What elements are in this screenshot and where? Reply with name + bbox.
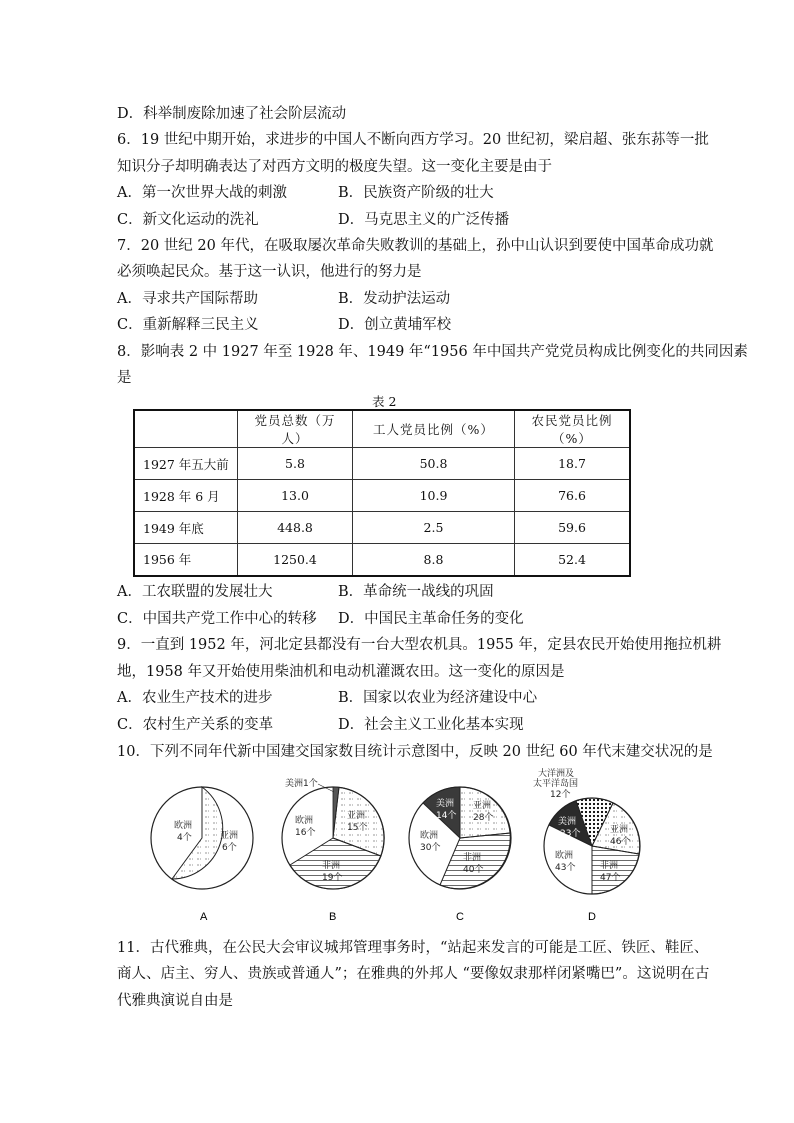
table-cell: 76.6 xyxy=(515,480,631,512)
pie-charts-figure xyxy=(140,769,660,928)
table-cell: 18.7 xyxy=(515,448,631,480)
q8-option-a: A．工农联盟的发展壮大 xyxy=(117,584,273,600)
q10-stem: 10．下列不同年代新中国建交国家数目统计示意图中，反映 20 世纪 60 年代末建交状况的是 xyxy=(117,744,713,760)
pie-b-asia-label: 亚洲 xyxy=(347,811,366,821)
table-cell: 2.5 xyxy=(353,512,515,544)
q9-option-b: B．国家以农业为经济建设中心 xyxy=(338,690,538,706)
q7-stem-line2: 必须唤起民众。基于这一认识，他进行的努力是 xyxy=(117,264,422,280)
q9-option-d: D．社会主义工业化基本实现 xyxy=(338,717,524,733)
q11-stem-line3: 代雅典演说自由是 xyxy=(117,993,233,1009)
pie-d-africa-label: 非洲 xyxy=(600,861,619,871)
q8-option-c: C．中国共产党工作中心的转移 xyxy=(117,611,317,627)
pie-b-america-label: 美洲1个 xyxy=(285,779,318,789)
table-row xyxy=(134,480,630,512)
pie-d-oceania-label1: 大洋洲及 xyxy=(538,769,575,779)
pie-d-oceania-count: 12个 xyxy=(550,790,571,800)
q7-option-a: A．寻求共产国际帮助 xyxy=(117,291,258,307)
table-cell: 52.4 xyxy=(515,544,631,576)
table2 xyxy=(133,409,631,577)
pie-d xyxy=(533,767,640,923)
q7-stem-line1: 7．20 世纪 20 年代，在吸取屡次革命失败教训的基础上，孙中山认识到要使中国革命成功就 xyxy=(117,238,714,254)
pie-d-america-count: 23个 xyxy=(560,829,581,839)
q6-stem-line2: 知识分子却明确表达了对西方文明的极度失望。这一变化主要是由于 xyxy=(117,159,552,175)
table-cell: 50.8 xyxy=(353,448,515,480)
table-cell: 8.8 xyxy=(353,544,515,576)
pie-b-europe-label: 欧洲 xyxy=(295,816,314,826)
table-header-row xyxy=(134,410,630,448)
q9-stem-line2: 地，1958 年又开始使用柴油机和电动机灌溉农田。这一变化的原因是 xyxy=(117,664,565,680)
table-cell: 1928 年 6 月 xyxy=(134,480,238,512)
table-header-cell: 工人党员比例（%） xyxy=(353,410,515,448)
table-header-cell: 农民党员比例（%） xyxy=(515,410,631,448)
pie-c-asia-label: 亚洲 xyxy=(473,801,492,811)
table-row xyxy=(134,448,630,480)
q8-option-d: D．中国民主革命任务的变化 xyxy=(338,611,524,627)
q8-stem-line2: 是 xyxy=(117,370,132,386)
table-row xyxy=(134,512,630,544)
pie-c-africa-label: 非洲 xyxy=(463,853,482,863)
table-cell: 13.0 xyxy=(238,480,353,512)
pie-d-america-label: 美洲 xyxy=(558,817,577,827)
pie-c-letter: C xyxy=(456,911,464,923)
q7-option-b: B．发动护法运动 xyxy=(338,291,451,307)
table-cell: 1956 年 xyxy=(134,544,238,576)
table-cell: 1927 年五大前 xyxy=(134,448,238,480)
pie-b-africa-label: 非洲 xyxy=(322,861,341,871)
pie-c xyxy=(409,787,511,923)
q6-option-b: B．民族资产阶级的壮大 xyxy=(338,185,494,201)
q7-option-d: D．创立黄埔军校 xyxy=(338,317,452,333)
pie-b-asia-count: 15个 xyxy=(347,823,368,833)
pie-d-africa-count: 47个 xyxy=(600,873,621,883)
pie-c-america-count: 14个 xyxy=(436,811,457,821)
pie-b-europe-count: 16个 xyxy=(295,828,316,838)
pie-a-asia-count: 6个 xyxy=(222,843,237,853)
q7-option-c: C．重新解释三民主义 xyxy=(117,317,259,333)
table2-caption: 表 2 xyxy=(372,394,397,409)
table-cell: 59.6 xyxy=(515,512,631,544)
table-cell: 10.9 xyxy=(353,480,515,512)
pie-d-letter: D xyxy=(588,911,596,923)
pie-a-letter: A xyxy=(200,911,208,923)
table-header-cell xyxy=(134,410,238,448)
q5-option-d: D．科举制废除加速了社会阶层流动 xyxy=(117,106,347,122)
pie-d-asia-label: 亚洲 xyxy=(610,825,629,835)
pie-c-asia-count: 28个 xyxy=(473,813,494,823)
table-cell: 1250.4 xyxy=(238,544,353,576)
pie-a-europe-count: 4个 xyxy=(177,833,192,843)
pie-b xyxy=(282,777,384,923)
q6-option-d: D．马克思主义的广泛传播 xyxy=(338,212,510,228)
q6-option-a: A．第一次世界大战的刺激 xyxy=(117,185,287,201)
pie-a-asia-label: 亚洲 xyxy=(220,831,239,841)
q9-stem-line1: 9．一直到 1952 年，河北定县都没有一台大型农机具。1955 年，定县农民开始使用拖拉机耕 xyxy=(117,637,722,653)
q11-stem-line1: 11．古代雅典，在公民大会审议城邦管理事务时，“站起来发言的可能是工匠、铁匠、鞋匠、 xyxy=(117,940,709,956)
pie-a-europe-label: 欧洲 xyxy=(174,821,193,831)
q11-stem-line2: 商人、店主、穷人、贵族或普通人”；在雅典的外邦人 “要像奴隶那样闭紧嘴巴”。这说明在古 xyxy=(117,966,710,982)
q6-option-c: C．新文化运动的洗礼 xyxy=(117,212,259,228)
q9-option-c: C．农村生产关系的变革 xyxy=(117,717,274,733)
q6-stem-line1: 6．19 世纪中期开始，求进步的中国人不断向西方学习。20 世纪初，梁启超、张东荪等一批 xyxy=(117,132,709,148)
table-header-cell: 党员总数（万人） xyxy=(238,410,353,448)
pie-d-europe-count: 43个 xyxy=(555,863,576,873)
pie-d-asia-count: 46个 xyxy=(610,837,631,847)
table-cell: 448.8 xyxy=(238,512,353,544)
table-cell: 5.8 xyxy=(238,448,353,480)
pie-a xyxy=(151,787,253,923)
pie-c-europe-count: 30个 xyxy=(420,843,441,853)
q9-option-a: A．农业生产技术的进步 xyxy=(117,690,273,706)
pie-c-america-label: 美洲 xyxy=(436,799,455,809)
table-row xyxy=(134,544,630,576)
pie-d-europe-label: 欧洲 xyxy=(555,851,574,861)
pie-b-letter: B xyxy=(329,911,337,923)
q8-option-b: B．革命统一战线的巩固 xyxy=(338,584,494,600)
table-cell: 1949 年底 xyxy=(134,512,238,544)
pie-b-africa-count: 19个 xyxy=(322,873,343,883)
pie-d-oceania-label2: 太平洋岛国 xyxy=(533,779,579,789)
q8-stem-line1: 8．影响表 2 中 1927 年至 1928 年、1949 年“1956 年中国共产党党员构成比例变化的共同因素 xyxy=(117,344,748,360)
pie-c-africa-count: 40个 xyxy=(463,865,484,875)
pie-c-europe-label: 欧洲 xyxy=(420,831,439,841)
